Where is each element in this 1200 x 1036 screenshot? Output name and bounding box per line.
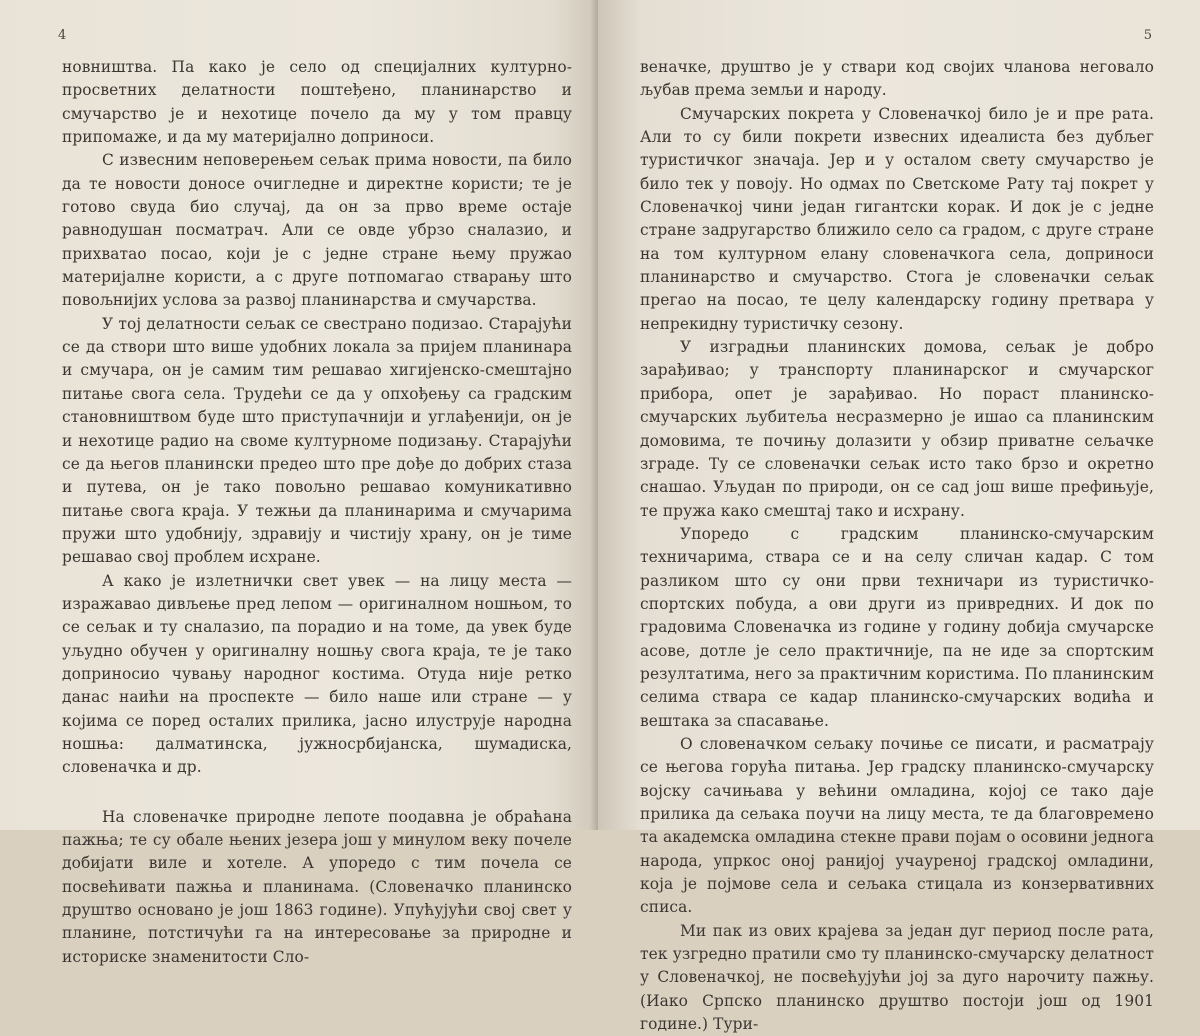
- paragraph: А како је излетнички свет увек — на лицу места — изражавао дивљење пред лепом — оригиналном ношњом, то се сељак и ту сналазио, па порадио и на томе, да увек буде уљудно обучен у оригиналну ношњу свога краја, те је тако доприносио чувању народног костима. Отуда није ретко данас наићи на проспекте — било наше или стране — у којима се поред осталих прилика, јасно илуструје народна ношња: далматинска, јужносрбијанска, шумадиска, словеначка и др.: [62, 571, 572, 777]
- paragraph: Смучарских покрета у Словеначкој било је и пре рата. Али то су били покрети извесних идеалиста без дубљег туристичког значаја. Јер и у осталом свету смучарство је било тек у повоју. Но одмах по Светскоме Рату тај покрет у Словеначкој чини један гигантски корак. И док је с једне стране задругарство ближило село са градом, с друге стране на том културном елану словеначкога села, доприноси планинарство и смучарство. Стога је словеначки сељак прегао на посао, те целу календарску годину претвара у непрекидну туристичку сезону.: [640, 104, 1154, 333]
- paragraph: О словеначком сељаку почиње се писати, и расматрају се његова горућа питања. Јер градску планинско-смучарску војску сачињава у већини омладина, којој се тако даје прилика да сељака поучи на лицу места, те да благовремено та академска омладина стекне прави појам о осовини једнога народа, упркос оној ранијој учауреној градској омладини, која је појмове села и сељака стицала из конзервативних списа.: [640, 734, 1154, 917]
- right-page: [598, 0, 1200, 1034]
- page-number-left: 4: [58, 28, 67, 43]
- left-page: [0, 0, 598, 966]
- paragraph: Упоредо с градским планинско-смучарским техничарима, ствара се и на селу сличан кадар. С том разликом што су они први техничари из туристичко-спортских побуда, а ови други из привредних. И док по градовима Словеначка из године у годину добија смучарске асове, дотле је село практичније, па не иде за спортским резултатима, него за практичним користима. По планинским селима ствара се кадар планинско-смучарских водића и вештака за спасавање.: [640, 524, 1154, 730]
- paragraph: С извесним неповерењем сељак прима новости, па било да те новости доносе очигледне и директне користи; те је готово свуда био случај, да он за прво време остаје равнодушан посматрач. Али се овде убрзо сналазио, и прихватао посао, који је с једне стране њему пружао материјалне користи, а с друге потпомагао стварању што повољнијих услова за развој планинарства и смучарства.: [62, 151, 572, 310]
- paragraph: У тој делатности сељак се свестрано подизао. Старајући се да створи што више удобних локала за пријем планинара и смучара, он је самим тим решавао хигијенско-смештајно питање свога села. Трудећи се да у опхођењу са градским становништвом буде што приступачнији и углађенији, он је и нехотице радио на своме културноме подизању. Старајући се да његов планински предео што пре дође до добрих стаза и путева, он је тако повољно решавао комуникативно питање свога краја. У тежњи да планинарима и смучарима пружи што удобнију, здравију и чистију храну, он је тиме решавао свој проблем исхране.: [62, 314, 572, 567]
- paragraph: На словеначке природне лепоте поодавна је обраћана пажња; те су обале њених језера још у минулом веку почеле добијати виле и хотеле. А упоредо с тим почела се посвећивати пажња и планинама. (Словеначко планинско друштво основано је још 1863 године). Упућујући свој свет у планине, потстичући га на интересовање за природне и историске знаменитости Сло-: [62, 807, 572, 966]
- paragraph: У изградњи планинских домова, сељак је добро зарађивао; у транспорту планинарског и смучарског прибора, опет је зарађивао. Но пораст планинско-смучарских љубитеља несразмерно је ишао са планинским домовима, те почињу долазити у обзир приватне сељачке зграде. Ту се словеначки сељак исто тако брзо и окретно снашао. Уљудан по природи, он се сад још више префињује, те пружа како смештај тако и исхрану.: [640, 338, 1154, 520]
- paragraph: Ми пак из ових крајева за један дуг период после рата, тек узгредно пратили смо ту планинско-смучарску делатност у Словеначкој, не посвећујући јој за дуго нарочиту пажњу. (Иако Српско планинско друштво постоји још од 1901 године.) Тури-: [640, 921, 1154, 1034]
- paragraph: новништва. Па како је село од специјалних културно-просветних делатности поштеђено, планинарство и смучарство је и нехотице почело да му у том правцу припомаже, и да му материјално доприноси.: [62, 58, 572, 147]
- page-number-right: 5: [1143, 28, 1152, 43]
- paragraph: веначке, друштво је у ствари код својих чланова неговало љубав према земљи и народу.: [640, 58, 1154, 100]
